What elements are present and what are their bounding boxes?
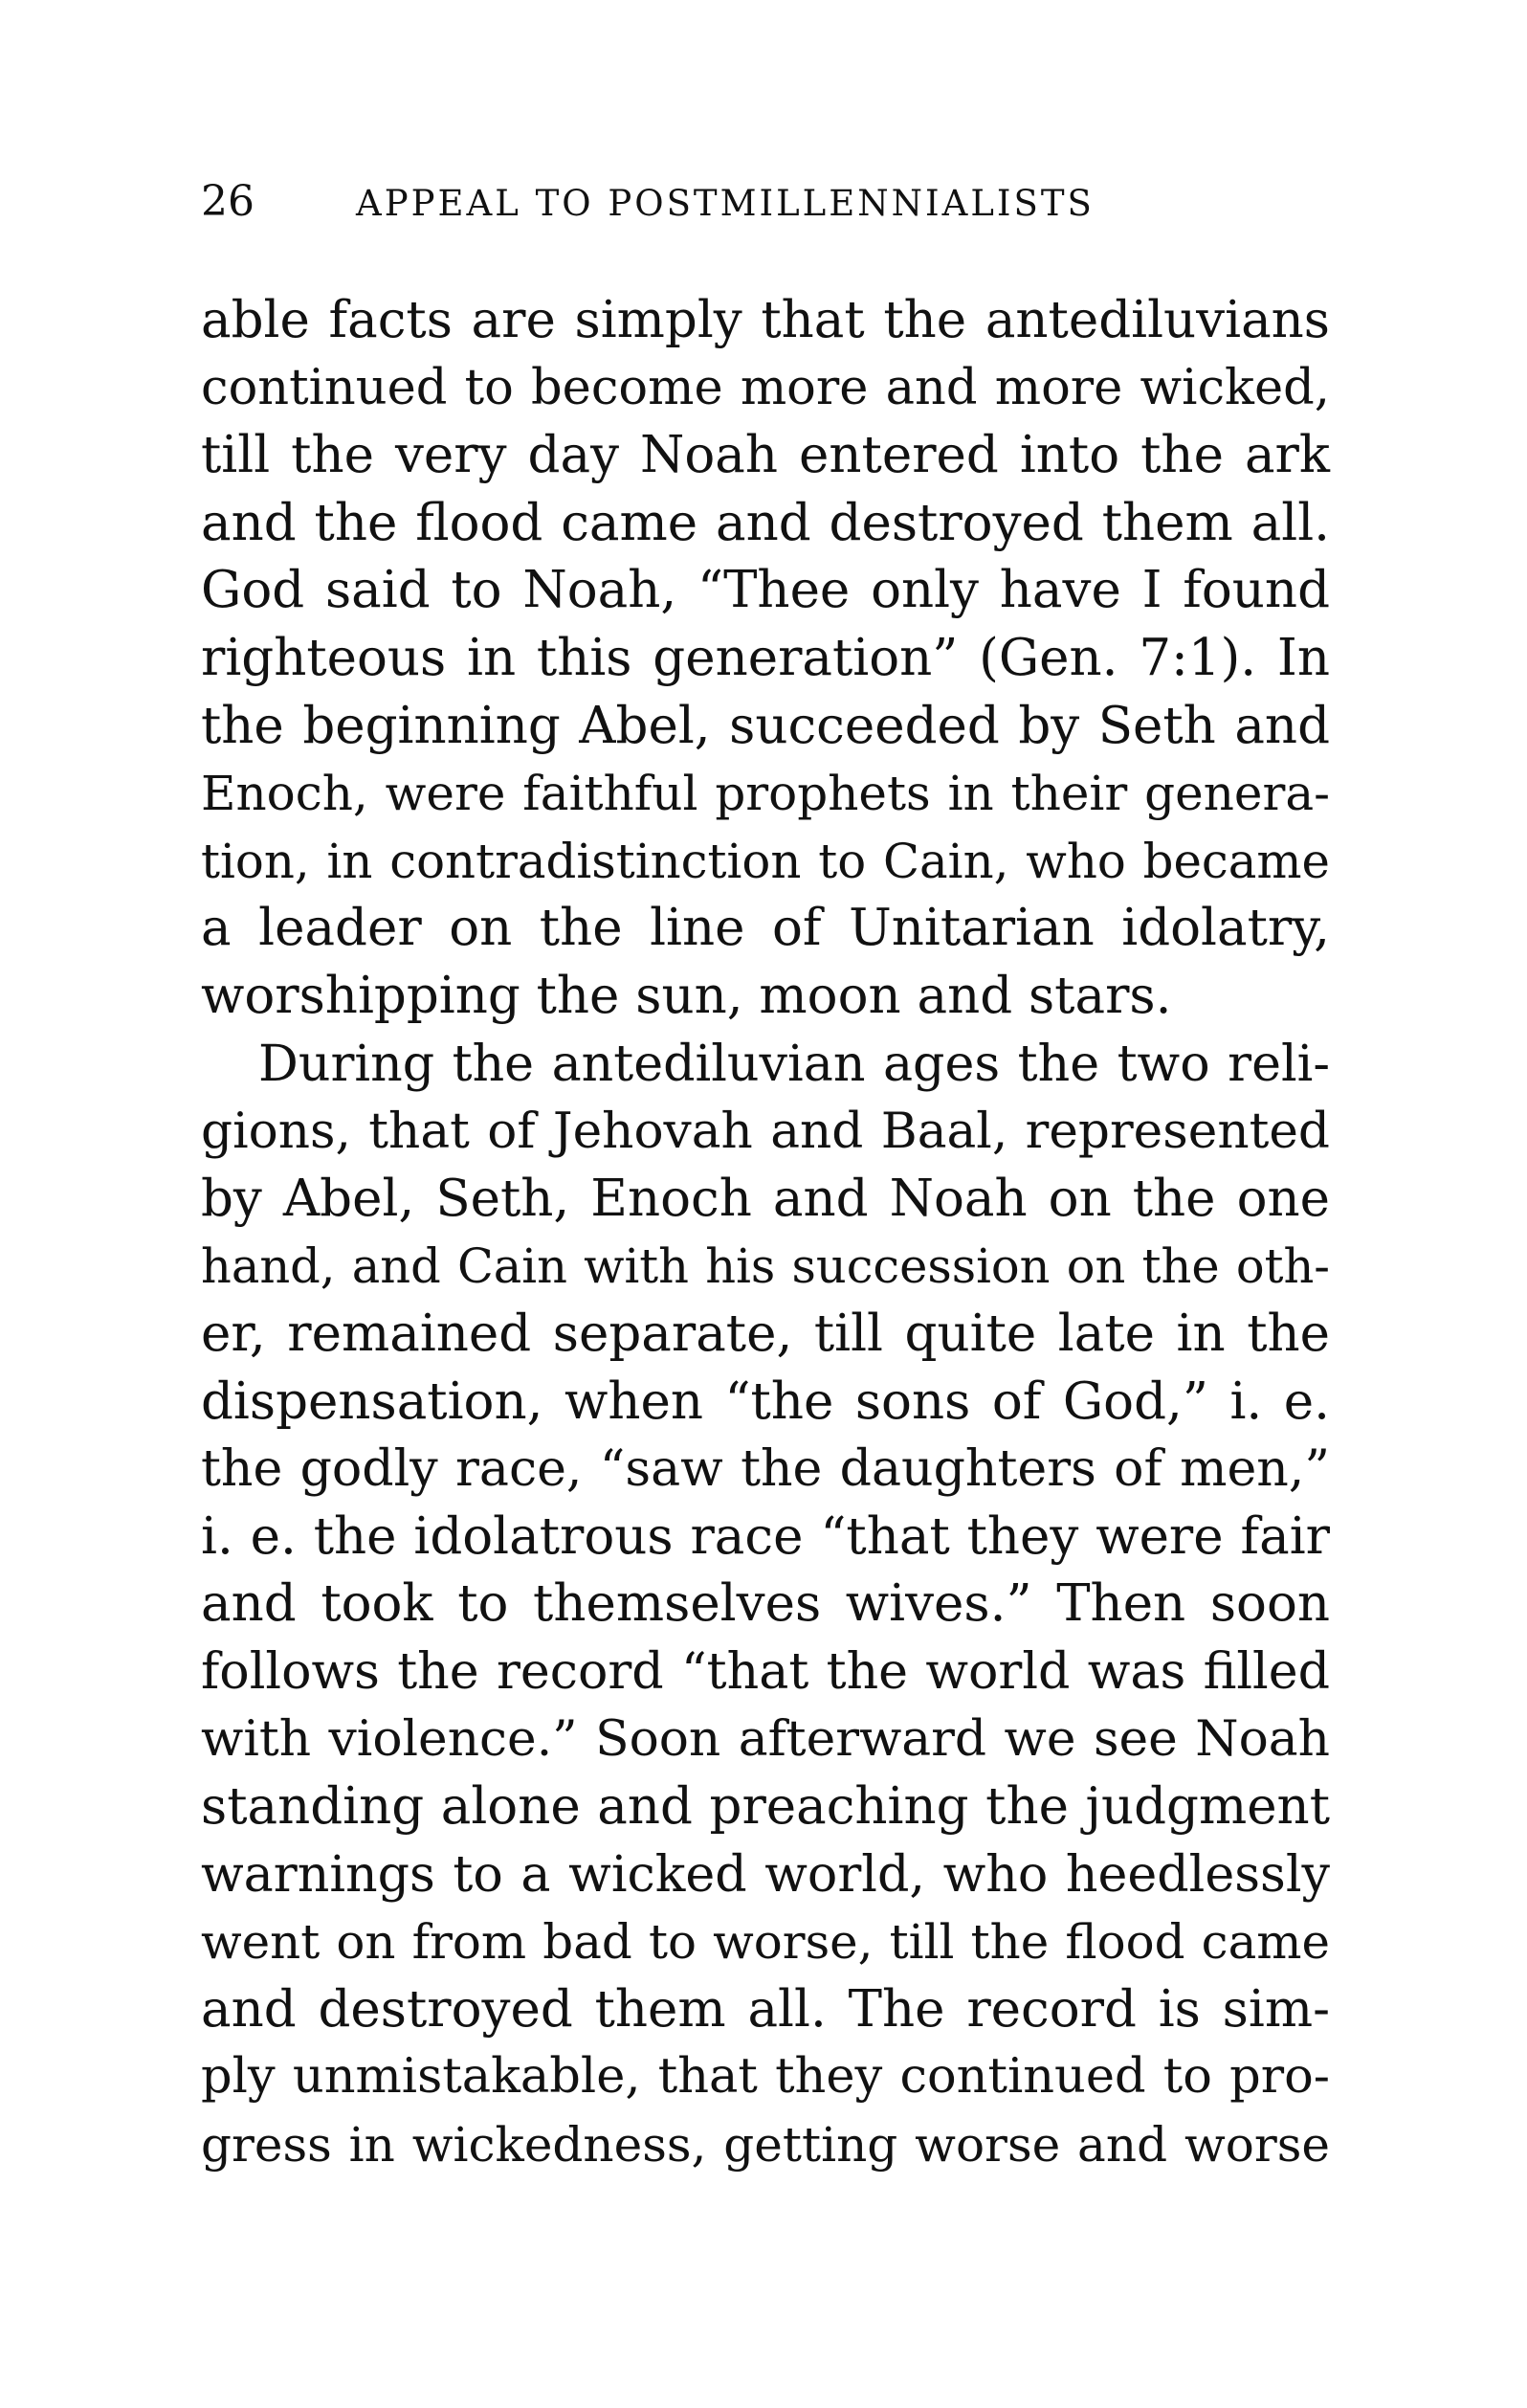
text-line: Enoch, were faithful prophets in their genera- [201, 766, 1330, 822]
text-line: and took to themselves wives.” Then soon [201, 1574, 1330, 1634]
text-line: with violence.” Soon afterward we see Noah [201, 1710, 1330, 1769]
text-line: ply unmistakable, that they continued to pro- [201, 2048, 1330, 2106]
text-line: warnings to a wicked world, who heedlessly [201, 1845, 1330, 1904]
text-line: During the antediluvian ages the two reli- [258, 1035, 1330, 1093]
text-line: a leader on the line of Unitarian idolatry, [201, 899, 1330, 958]
text-line: the beginning Abel, succeeded by Seth and [201, 696, 1330, 755]
text-line: gress in wickedness, getting worse and worse [201, 2117, 1330, 2174]
text-line: by Abel, Seth, Enoch and Noah on the one [201, 1169, 1330, 1228]
running-title: APPEAL TO POSTMILLENNIALISTS [356, 183, 1095, 224]
text-line: able facts are simply that the antediluvians [201, 291, 1330, 349]
body-text [201, 287, 1330, 2179]
text-line: i. e. the idolatrous race “that they were fair [201, 1506, 1330, 1566]
text-line: and the flood came and destroyed them all. [201, 493, 1330, 552]
text-line: gions, that of Jehovah and Baal, represented [201, 1103, 1330, 1161]
text-line: follows the record “that the world was filled [201, 1642, 1330, 1701]
text-line: the godly race, “saw the daughters of men,” [201, 1440, 1330, 1499]
text-line: went on from bad to worse, till the flood came [201, 1914, 1330, 1971]
text-line: righteous in this generation” (Gen. 7:1). In [201, 628, 1330, 687]
text-line: till the very day Noah entered into the ark [201, 426, 1330, 485]
paragraph-1 [201, 287, 1330, 1031]
paragraph-2 [201, 1031, 1330, 2179]
text-line: God said to Noah, “Thee only have I found [201, 561, 1330, 620]
text-line: er, remained separate, till quite late in the [201, 1304, 1330, 1363]
text-line: continued to become more and more wicked, [201, 359, 1330, 416]
text-line: hand, and Cain with his succession on the oth- [201, 1238, 1330, 1295]
page-number: 26 [201, 177, 254, 226]
text-line: and destroyed them all. The record is sim- [201, 1979, 1330, 2039]
text-line: dispensation, when “the sons of God,” i. e. [201, 1371, 1330, 1431]
running-head [201, 177, 1330, 234]
text-line: standing alone and preaching the judgment [201, 1777, 1330, 1837]
text-line: tion, in contradistinction to Cain, who became [201, 833, 1330, 889]
text-line: worshipping the sun, moon and stars. [201, 966, 1172, 1025]
